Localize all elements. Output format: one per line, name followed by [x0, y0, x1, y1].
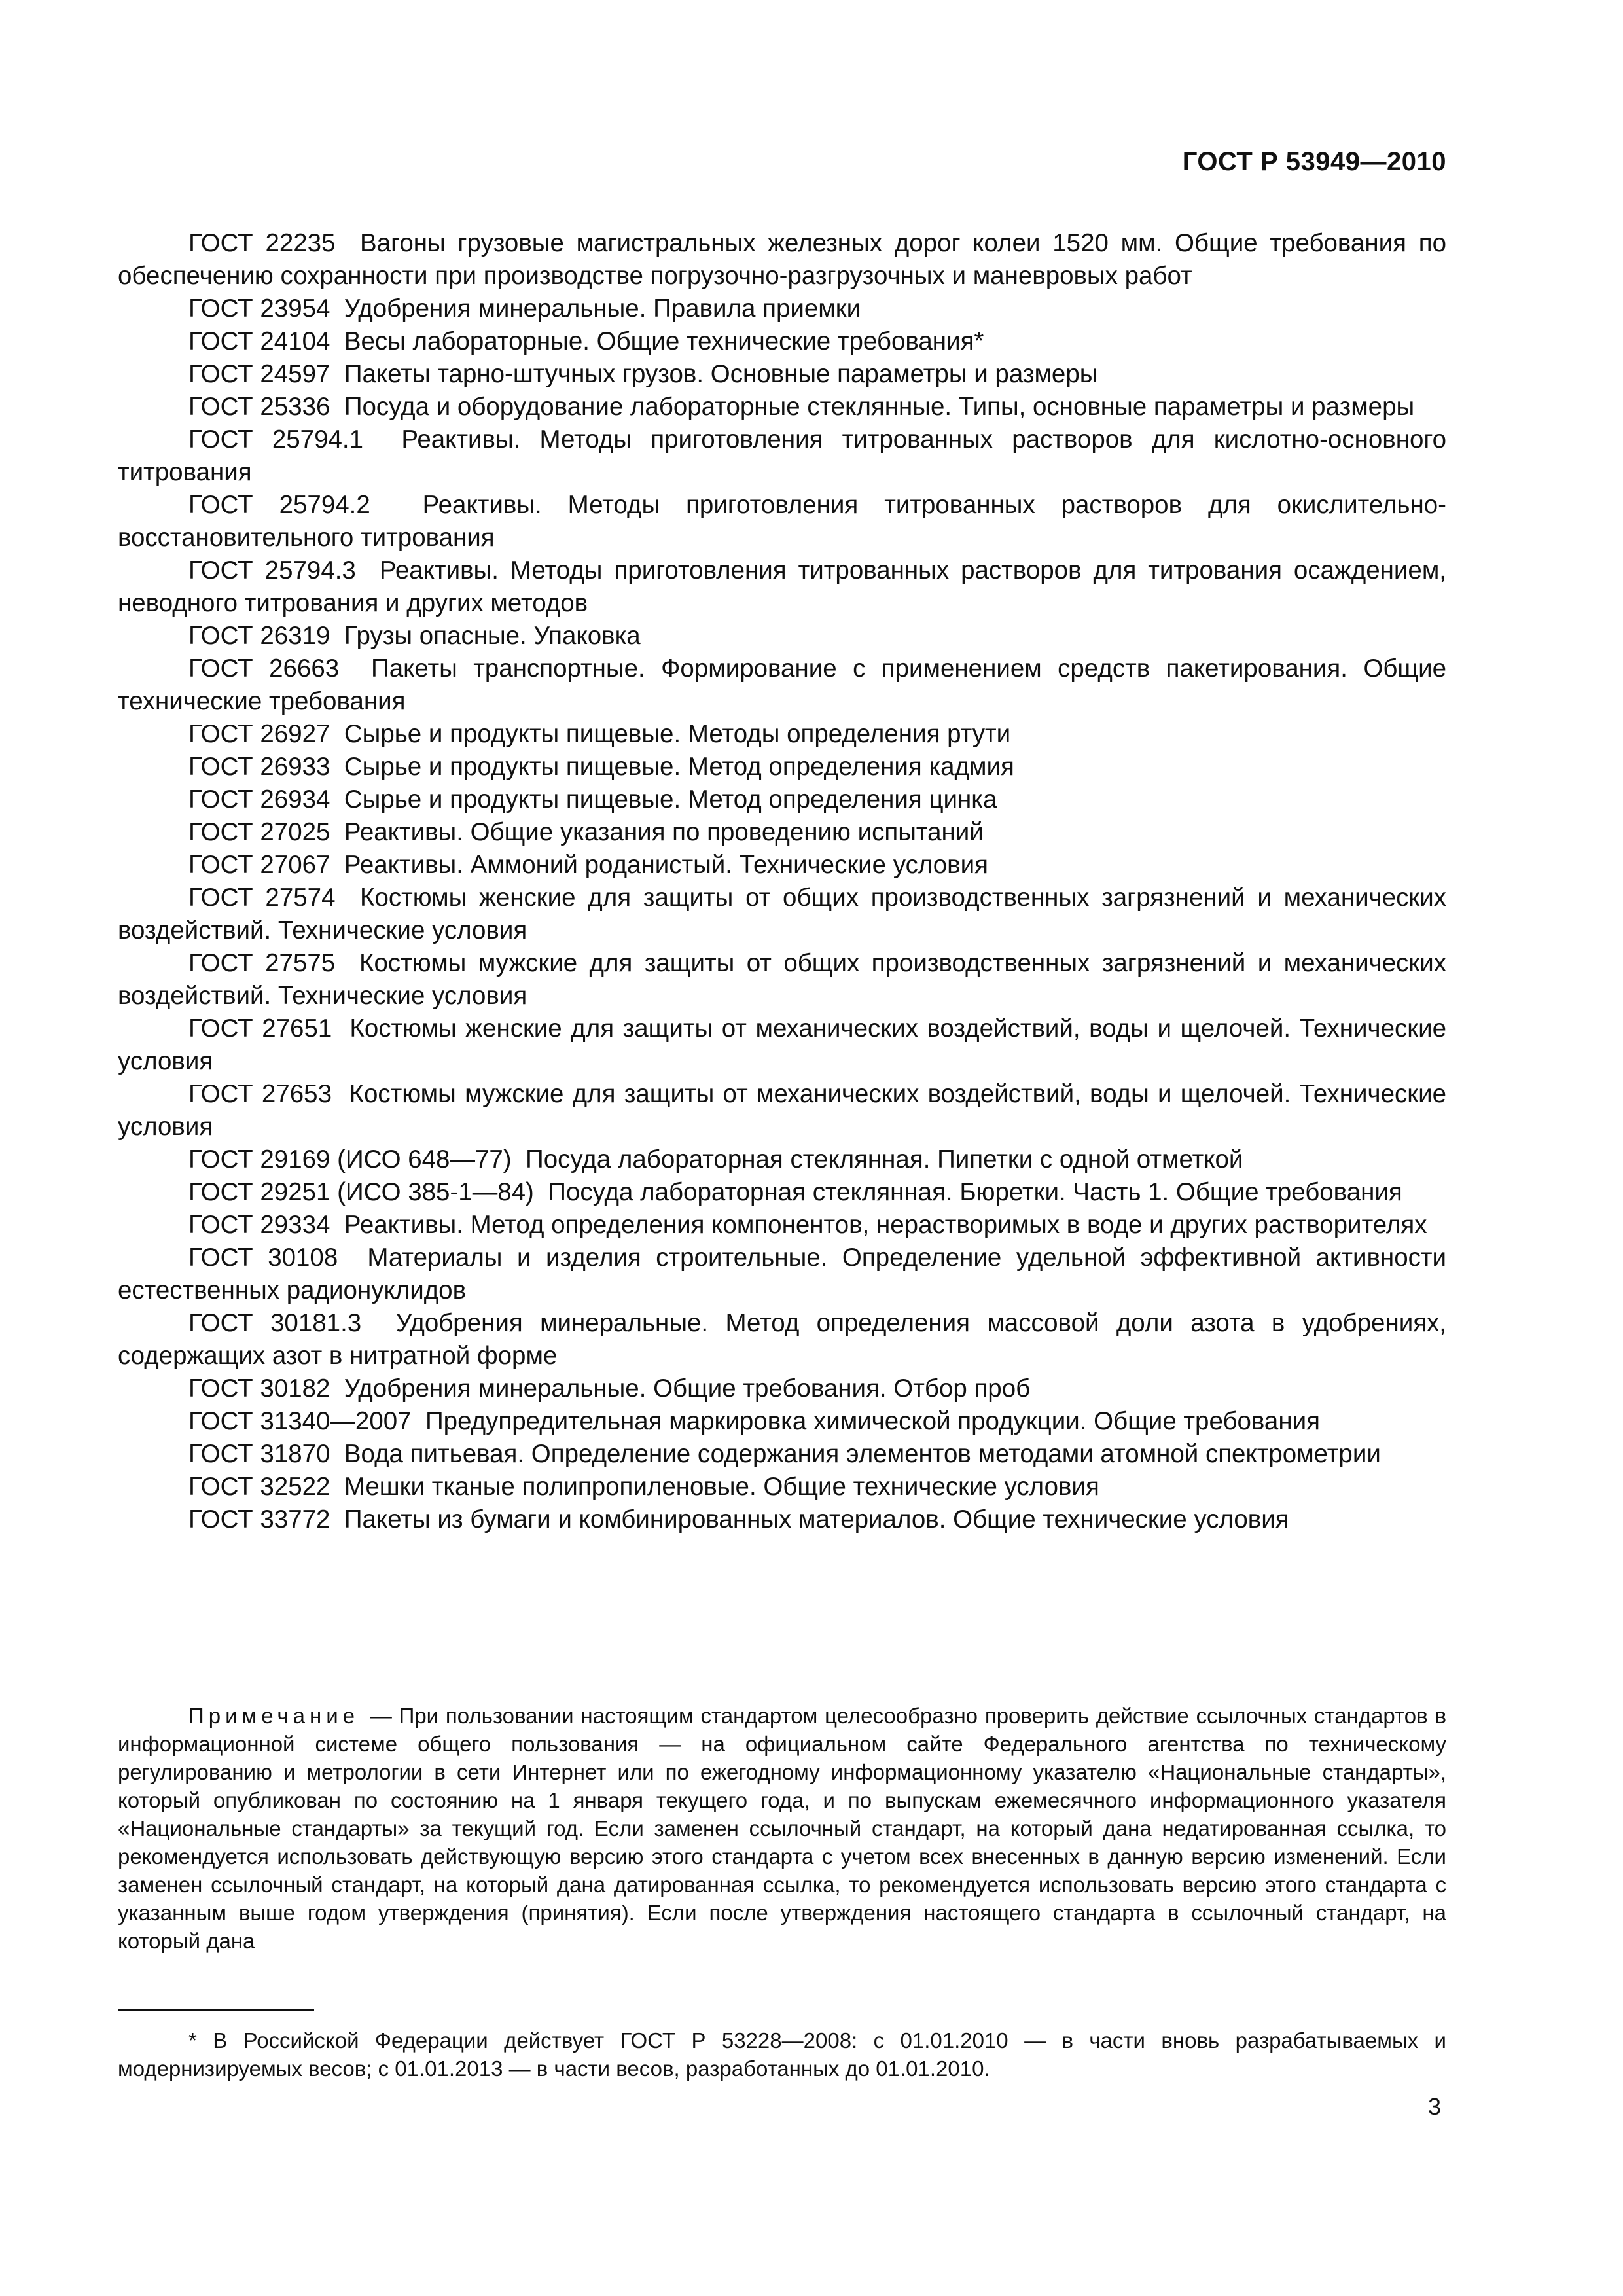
- reference-entry: [118, 882, 1446, 947]
- reference-entry: [118, 227, 1446, 293]
- reference-code: ГОСТ 33772: [188, 1505, 330, 1534]
- reference-code: ГОСТ 30181.3: [188, 1309, 362, 1337]
- document-code-header: ГОСТ Р 53949—2010: [1182, 147, 1446, 176]
- note-paragraph: [118, 1702, 1446, 1955]
- reference-code: ГОСТ 27653: [188, 1080, 332, 1108]
- reference-title: Грузы опасные. Упаковка: [344, 622, 641, 650]
- reference-code: ГОСТ 30182: [188, 1374, 330, 1403]
- reference-entry: [118, 1372, 1446, 1405]
- reference-code: ГОСТ 26319: [188, 622, 330, 650]
- reference-title: Удобрения минеральные. Метод определения массовой доли азота в удобрениях, содержащих азот в нитратной форме: [118, 1309, 1446, 1370]
- reference-entry: [118, 1209, 1446, 1242]
- reference-title: Сырье и продукты пищевые. Метод определения цинка: [344, 785, 997, 814]
- reference-code: ГОСТ 22235: [188, 229, 336, 257]
- reference-title: Реактивы. Методы приготовления титрованных растворов для окислительно-восстановительного титрования: [118, 491, 1446, 552]
- reference-title: Посуда лабораторная стеклянная. Бюретки. Часть 1. Общие требования: [548, 1178, 1402, 1206]
- reference-entry: [118, 1503, 1446, 1536]
- reference-title: Весы лабораторные. Общие технические требования*: [344, 327, 984, 355]
- reference-title: Пакеты тарно-штучных грузов. Основные параметры и размеры: [344, 360, 1098, 388]
- reference-title: Материалы и изделия строительные. Определение удельной эффективной активности естественных радионуклидов: [118, 1244, 1446, 1304]
- reference-code: ГОСТ 26934: [188, 785, 330, 814]
- reference-entry: [118, 751, 1446, 783]
- reference-code: ГОСТ 24104: [188, 327, 330, 355]
- reference-title: Сырье и продукты пищевые. Метод определения кадмия: [344, 753, 1014, 781]
- reference-code: ГОСТ 29251 (ИСО 385-1—84): [188, 1178, 534, 1206]
- reference-code: ГОСТ 26933: [188, 753, 330, 781]
- reference-entry: [118, 1078, 1446, 1143]
- reference-entry: [118, 358, 1446, 391]
- reference-code: ГОСТ 27025: [188, 818, 330, 846]
- reference-entry: [118, 1471, 1446, 1503]
- footnote: * В Российской Федерации действует ГОСТ Р 53228—2008: с 01.01.2010 — в части вновь разрабатываемых и модернизируемых весов; с 01.01.2013 — в части весов, разработанных до 01.01.2010.: [118, 2028, 1446, 2081]
- reference-code: ГОСТ 31340—2007: [188, 1407, 412, 1435]
- note-text: — При пользовании настоящим стандартом целесообразно проверить действие ссылочных стандартов в информационной системе общего пользования — на официальном сайте Федерального агентства по техническому регулированию и метрологии в сети Интернет или по ежегодному информационному указателю «Национальные стандарты», который опубликован по состоянию на 1 января текущего года, и по выпускам ежемесячного информационного указателя «Национальные стандарты» за текущий год. Если заменен ссылочный стандарт, на который дана недатированная ссылка, то рекомендуется использовать действующую версию этого стандарта с учетом всех внесенных в данную версию изменений. Если заменен ссылочный стандарт, на который дана датированная ссылка, то рекомендуется использовать версию этого стандарта с указанным выше годом утверждения (принятия). Если после утверждения настоящего стандарта в ссылочный стандарт, на который дана: [118, 1704, 1446, 1953]
- reference-title: Костюмы женские для защиты от общих производственных загрязнений и механических воздействий. Технические условия: [118, 884, 1446, 944]
- reference-entry: [118, 1438, 1446, 1471]
- reference-entry: [118, 391, 1446, 423]
- reference-title: Удобрения минеральные. Общие требования. Отбор проб: [344, 1374, 1031, 1403]
- reference-code: ГОСТ 27651: [188, 1014, 332, 1043]
- reference-code: ГОСТ 25336: [188, 393, 330, 421]
- reference-title: Костюмы женские для защиты от механических воздействий, воды и щелочей. Технические условия: [118, 1014, 1446, 1075]
- reference-code: ГОСТ 26927: [188, 720, 330, 748]
- reference-title: Реактивы. Методы приготовления титрованных растворов для титрования осаждением, неводного титрования и других методов: [118, 556, 1446, 617]
- reference-title: Вода питьевая. Определение содержания элементов методами атомной спектрометрии: [344, 1440, 1381, 1468]
- reference-title: Костюмы мужские для защиты от общих производственных загрязнений и механических воздействий. Технические условия: [118, 949, 1446, 1010]
- reference-entry: [118, 1013, 1446, 1078]
- reference-title: Реактивы. Метод определения компонентов, нерастворимых в воде и других растворителях: [344, 1211, 1427, 1239]
- reference-code: ГОСТ 32522: [188, 1473, 330, 1501]
- reference-entry: [118, 947, 1446, 1013]
- reference-entry: [118, 1143, 1446, 1176]
- reference-entry: [118, 849, 1446, 882]
- reference-code: ГОСТ 27574: [188, 884, 336, 912]
- reference-title: Реактивы. Методы приготовления титрованных растворов для кислотно-основного титрования: [118, 425, 1446, 486]
- reference-entry: [118, 554, 1446, 620]
- reference-entry: [118, 1307, 1446, 1372]
- reference-code: ГОСТ 31870: [188, 1440, 330, 1468]
- reference-entry: [118, 325, 1446, 358]
- reference-entry: [118, 423, 1446, 489]
- reference-entry: [118, 293, 1446, 325]
- footnote-separator: [118, 2009, 314, 2011]
- reference-entry: [118, 653, 1446, 718]
- reference-title: Мешки тканые полипропиленовые. Общие технические условия: [344, 1473, 1099, 1501]
- page-number: 3: [1427, 2093, 1441, 2120]
- reference-entry: [118, 1405, 1446, 1438]
- reference-entry: [118, 718, 1446, 751]
- reference-title: Предупредительная маркировка химической продукции. Общие требования: [425, 1407, 1320, 1435]
- reference-code: ГОСТ 30108: [188, 1244, 338, 1272]
- reference-title: Реактивы. Аммоний роданистый. Технические условия: [344, 851, 988, 879]
- reference-title: Удобрения минеральные. Правила приемки: [344, 295, 861, 323]
- reference-entry: [118, 620, 1446, 653]
- reference-code: ГОСТ 23954: [188, 295, 330, 323]
- reference-code: ГОСТ 25794.1: [188, 425, 363, 454]
- reference-code: ГОСТ 24597: [188, 360, 330, 388]
- reference-code: ГОСТ 29334: [188, 1211, 330, 1239]
- reference-code: ГОСТ 26663: [188, 655, 340, 683]
- reference-entry: [118, 1242, 1446, 1307]
- reference-entry: [118, 1176, 1446, 1209]
- reference-entry: [118, 816, 1446, 849]
- reference-title: Костюмы мужские для защиты от механических воздействий, воды и щелочей. Технические условия: [118, 1080, 1446, 1141]
- reference-title: Пакеты транспортные. Формирование с применением средств пакетирования. Общие технические требования: [118, 655, 1446, 715]
- normative-references-list: [118, 227, 1446, 1536]
- reference-code: ГОСТ 29169 (ИСО 648—77): [188, 1145, 512, 1174]
- reference-title: Реактивы. Общие указания по проведению испытаний: [344, 818, 984, 846]
- reference-title: Пакеты из бумаги и комбинированных материалов. Общие технические условия: [344, 1505, 1289, 1534]
- reference-title: Вагоны грузовые магистральных железных дорог колеи 1520 мм. Общие требования по обеспечению сохранности при производстве погрузочно-разгрузочных и маневровых работ: [118, 229, 1446, 290]
- reference-title: Сырье и продукты пищевые. Методы определения ртути: [344, 720, 1011, 748]
- reference-code: ГОСТ 25794.2: [188, 491, 370, 519]
- note-label: Примечание: [188, 1704, 360, 1728]
- reference-code: ГОСТ 27067: [188, 851, 330, 879]
- reference-title: Посуда и оборудование лабораторные стеклянные. Типы, основные параметры и размеры: [344, 393, 1415, 421]
- reference-code: ГОСТ 27575: [188, 949, 336, 977]
- reference-entry: [118, 783, 1446, 816]
- reference-entry: [118, 489, 1446, 554]
- reference-title: Посуда лабораторная стеклянная. Пипетки с одной отметкой: [526, 1145, 1243, 1174]
- reference-code: ГОСТ 25794.3: [188, 556, 356, 584]
